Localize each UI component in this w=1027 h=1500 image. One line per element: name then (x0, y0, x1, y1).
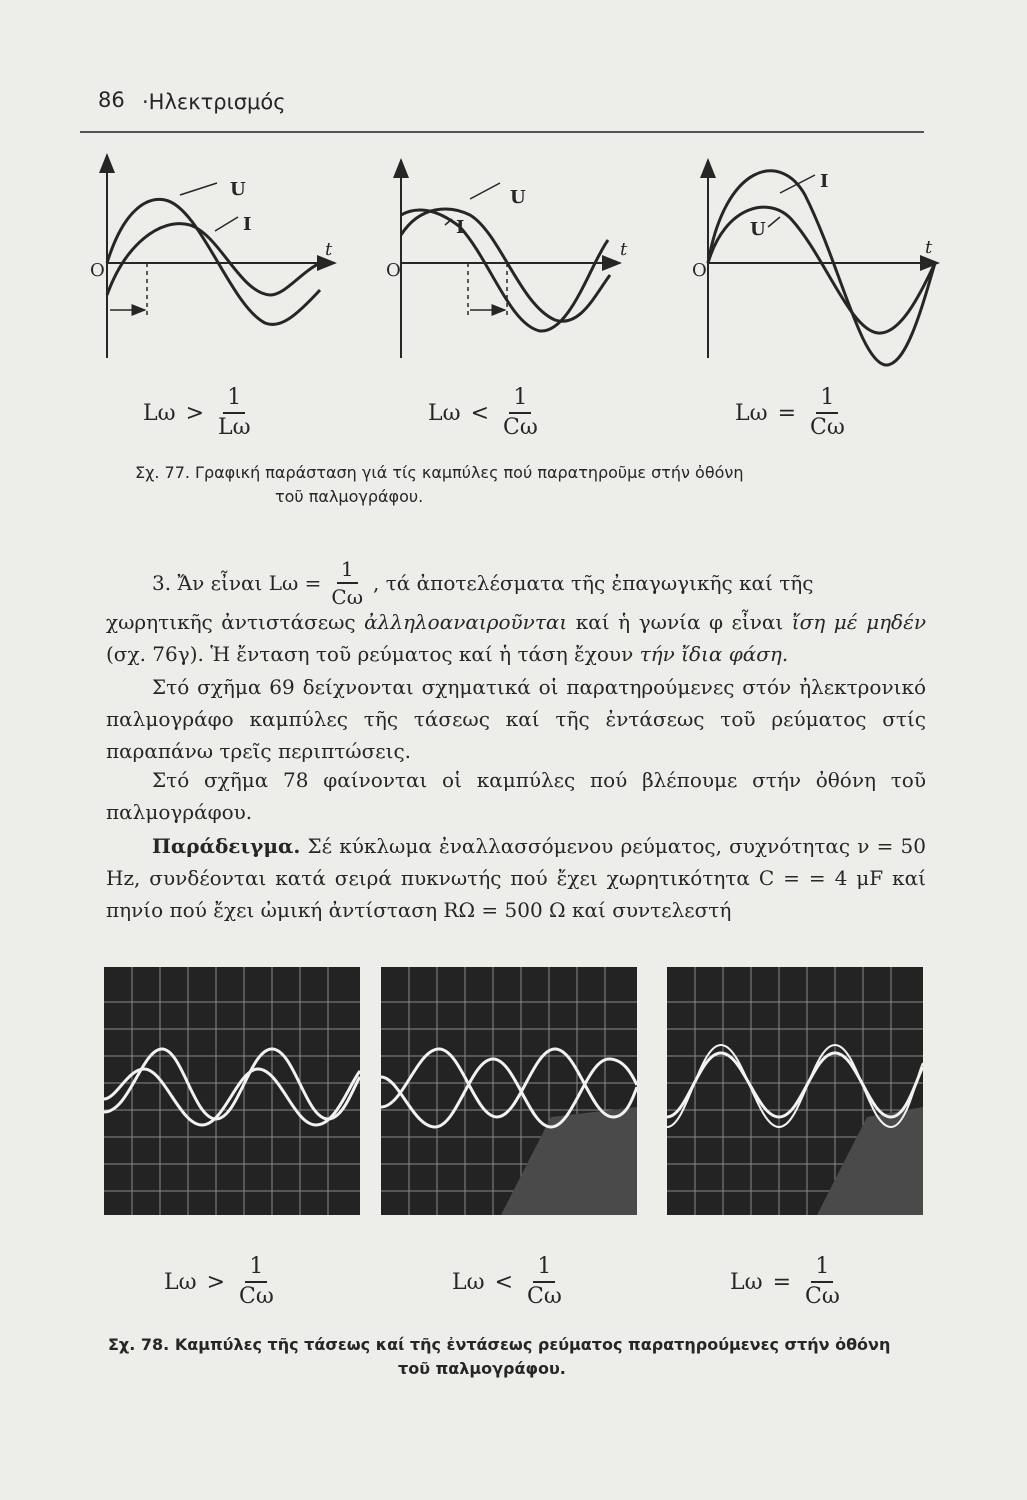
fig77-p2-i: I (456, 217, 465, 238)
fig77-p1-t: t (325, 239, 333, 260)
fig77-panel-1 (107, 155, 335, 358)
fig77-p3-origin: O (692, 260, 707, 281)
page-number: 86 (98, 88, 125, 112)
fig78-formula-2: Lω < 1 Cω (452, 1254, 562, 1310)
oscilloscope-photo-1 (104, 967, 360, 1215)
fig77-p2-t: t (620, 239, 628, 260)
fig77-formula-3: Lω = $\frac{1}{C\omega}$ (735, 385, 845, 441)
example-paragraph: Παράδειγμα. Σέ κύκλωμα ἐναλλασσόμενου ρεύματος, συχνότητας ν = 50 Hz, συνδέονται κατά σειρά πυκνωτής πού ἔχει χωρητικότητα C = = 4 μF καί πηνίο πού ἔχει ὠμική ἀντίσταση RΩ = 500 Ω καί συντελεστή (106, 834, 926, 922)
paragraph-fig69: Στό σχῆμα 69 δείχνονται σχηματικά οἱ παρατηρούμενες στόν ἠλεκτρονικό παλμογράφο καμπύλες τῆς τάσεως καί τῆς ἐντάσεως τοῦ ρεύματος στίς παραπάνω τρεῖς περιπτώσεις. (106, 675, 926, 763)
fig77-p1-i: I (243, 214, 252, 235)
figure-77-caption: Σχ. 77. Γραφική παράσταση γιά τίς καμπύλες πού παρατηροῦμε στήν ὀθόνη τοῦ παλμογράφου. (135, 463, 744, 506)
fig77-formula-2: Lω < 1 Cω (428, 385, 538, 441)
fig77-formula-1: Lω > 1 Lω (143, 385, 251, 441)
fig77-p1-u: U (230, 179, 246, 200)
fig77-p3-i: I (820, 171, 829, 192)
fig77-p3-t: t (925, 237, 933, 258)
item-3-body: χωρητικῆς ἀντιστάσεως ἀλληλοαναιροῦνται καί ἡ γωνία φ εἶναι ἴση μέ μηδέν (σχ. 76γ). Ἡ ἔνταση τοῦ ρεύματος καί ἡ τάση ἔχουν τήν ἴδια φάση. (106, 610, 926, 666)
figure-78-caption: Σχ. 78. Καμπύλες τῆς τάσεως καί τῆς ἐντάσεως ρεύματος παρατηρούμενες στήν ὀθόνη τοῦ παλμογράφου. (108, 1335, 891, 1378)
running-title: ·Ηλεκτρισμός (142, 90, 286, 114)
paragraph-fig78: Στό σχῆμα 78 φαίνονται οἱ καμπύλες πού βλέπουμε στήν ὀθόνη τοῦ παλμογράφου. (106, 768, 926, 824)
oscilloscope-photo-2 (381, 967, 637, 1215)
header-rule (80, 131, 924, 133)
fig77-p2-u: U (510, 187, 526, 208)
oscilloscope-photo-3 (667, 967, 923, 1215)
fig78-formula-3: Lω = $\frac{1}{C\omega}$ (730, 1254, 840, 1310)
fig77-p3-u: U (750, 219, 766, 240)
item-3-first-line: 3. Ἄν εἶναι Lω = 1 Cω , τά ἀποτελέσματα τῆς ἐπαγωγικῆς καί τῆς (152, 557, 814, 609)
fig77-p2-origin: O (386, 260, 401, 281)
fig77-p1-origin: O (90, 260, 105, 281)
fig78-formula-1: Lω > 1 Cω (164, 1254, 274, 1310)
figure-77 (80, 145, 950, 385)
